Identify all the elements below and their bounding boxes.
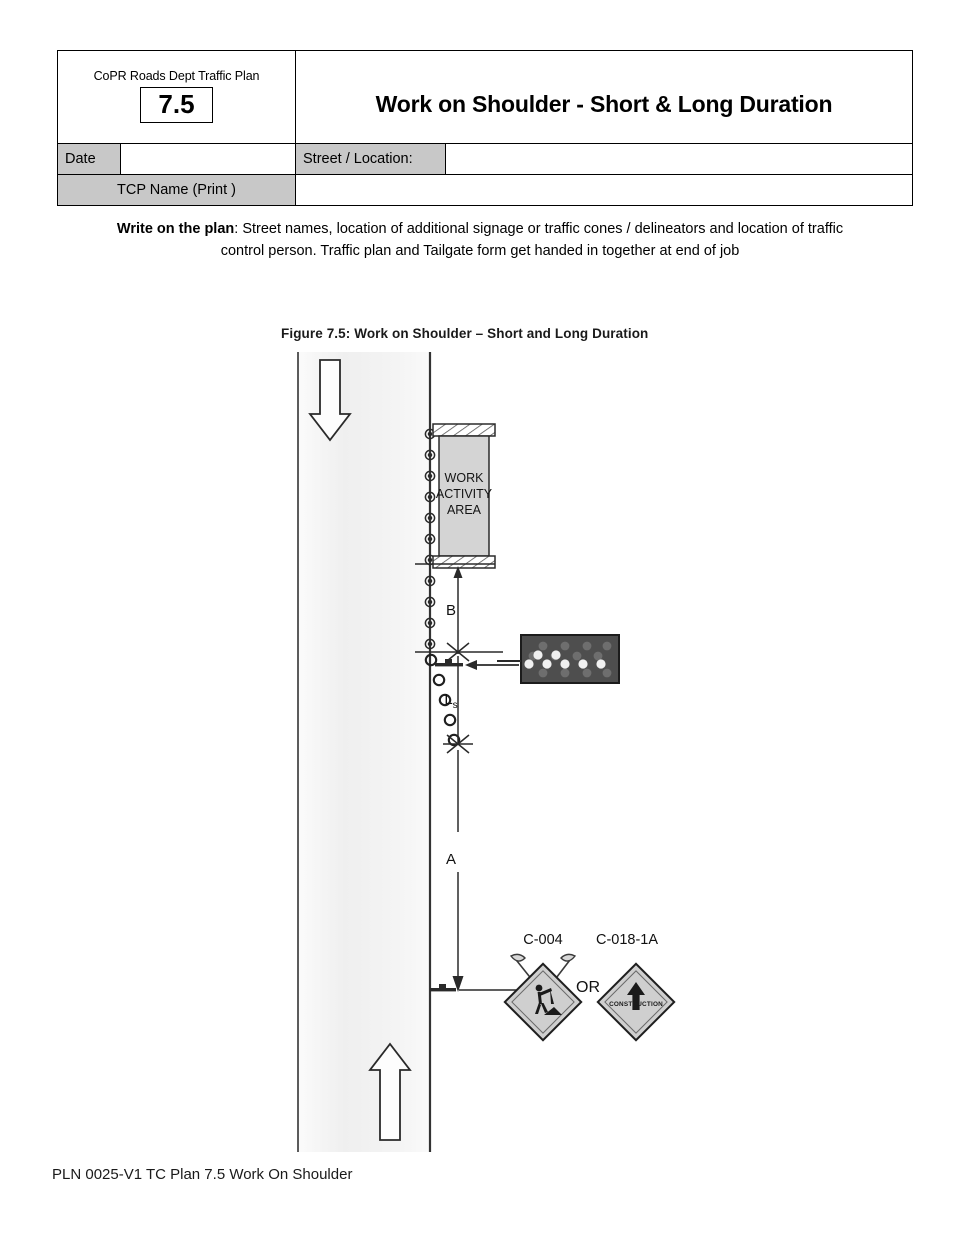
instructions-line-1: : Street names, location of additional signage or traffic cones / delineators and location of traffic — [234, 221, 844, 237]
plan-identifier-cell — [58, 51, 296, 144]
construction-sign-text: CONSTRUCTION — [609, 1001, 663, 1008]
date-input[interactable] — [121, 144, 296, 175]
plan-number-badge: 7.5 — [140, 87, 212, 124]
street-location-input[interactable] — [446, 144, 913, 175]
tcp-name-input[interactable] — [296, 175, 913, 206]
sign-c018-construction-ahead — [598, 964, 674, 1040]
traffic-control-diagram — [255, 352, 715, 1162]
dimension-ls-label: $L_s$ — [444, 691, 458, 711]
table-row-date-street — [58, 144, 913, 175]
sign-flag-left — [511, 954, 525, 961]
table-row-tcp-name — [58, 175, 913, 206]
sign-code-c018-label: C-018-1A — [595, 932, 659, 948]
traffic-plan-header-table — [57, 50, 913, 206]
sign-c004-diamond — [505, 964, 581, 1040]
diagram-svg — [255, 352, 715, 1162]
work-activity-area — [433, 424, 495, 568]
dimension-b-label: B — [445, 602, 457, 619]
instructions-lead: Write on the plan — [116, 221, 235, 237]
work-area-label-line1: WORK — [444, 471, 484, 485]
table-row-title — [58, 51, 913, 144]
work-area-top-barricade — [433, 424, 495, 436]
roadway — [298, 352, 430, 1152]
sign-flag-right — [561, 954, 575, 961]
street-location-label: Street / Location: — [296, 144, 446, 175]
document-footer: PLN 0025-V1 TC Plan 7.5 Work On Shoulder — [52, 1166, 353, 1183]
work-area-bottom-barricade — [433, 556, 495, 568]
plan-department-label: CoPR Roads Dept Traffic Plan — [93, 68, 260, 83]
sign-c004-worker-ahead — [505, 954, 581, 1040]
road-surface — [298, 352, 430, 1152]
arrow-board-panel — [497, 635, 619, 683]
date-label: Date — [58, 144, 121, 175]
plan-instructions — [70, 218, 890, 263]
work-area-label-line3: AREA — [446, 503, 482, 517]
sign-or-label: OR — [576, 979, 600, 996]
work-area-label-line2: ACTIVITY — [435, 487, 493, 501]
tcp-name-label: TCP Name (Print ) — [58, 175, 296, 206]
page-title: Work on Shoulder - Short & Long Duration — [375, 90, 833, 117]
instructions-line-2: control person. Traffic plan and Tailgate form get handed in together at end of job — [220, 243, 740, 260]
figure-caption: Figure 7.5: Work on Shoulder – Short and Long Duration — [281, 326, 649, 341]
dimension-a — [453, 750, 464, 992]
sign-code-c004-label: C-004 — [523, 932, 563, 948]
advance-sign-road-marker — [430, 984, 525, 991]
plan-title-cell — [296, 51, 913, 144]
dimension-a-label: A — [445, 851, 457, 868]
